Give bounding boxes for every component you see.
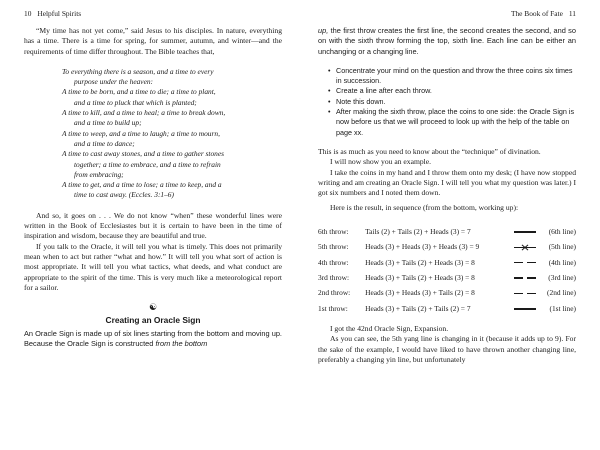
poem-line: and a time to dance; <box>74 138 135 148</box>
left-page-number: 10 <box>24 9 32 18</box>
hexagram-line-cell <box>514 239 543 254</box>
yang-line-icon <box>514 308 536 309</box>
yin-line-icon <box>514 277 536 279</box>
yin-line-icon <box>514 262 536 264</box>
throw-label: 3rd throw: <box>318 272 349 282</box>
hexagram-line-cell <box>514 285 543 300</box>
right-page-header <box>318 9 576 26</box>
left-paragraph-2: And so, it goes on . . . We do not know “when” these wonderful lines were written in the Book of Ecclesiastes but it is certain to have been in the time of inspiration and wisdom, because they are beautiful and true. <box>24 210 282 241</box>
line-name: (4th line) <box>548 257 576 267</box>
throw-coins: Tails (2) + Tails (2) + Heads (3) = 7 <box>365 226 471 236</box>
throw-row <box>318 270 576 285</box>
throw-row <box>318 224 576 239</box>
left-running-head: Helpful Spirits <box>37 9 82 18</box>
right-paragraph-4: I take the coins in my hand and I throw them onto my desk; (I have now stopped writing and am creating an Oracle Sign. I will tell you what my question was later.) I got six numbers and I noted them down. <box>318 167 576 198</box>
poem-line: A time to kill, and a time to heal; a time to break down, <box>62 108 226 118</box>
hexagram-line-cell <box>514 270 543 285</box>
line-name: (3rd line) <box>548 272 576 282</box>
throw-label: 6th throw: <box>318 226 349 236</box>
line-name: (5th line) <box>548 242 576 252</box>
right-paragraph-5: Here is the result, in sequence (from the bottom, working up): <box>330 203 519 213</box>
right-paragraph-2: This is as much as you need to know about the “technique” of divination. <box>318 146 541 156</box>
right-running-head: The Book of Fate <box>510 9 563 18</box>
poem-line: time to cast away. (Eccles. 3:1–6) <box>74 190 174 200</box>
right-page <box>300 0 600 450</box>
emphasis-text: from the bottom <box>155 339 208 349</box>
list-item: • After making the sixth throw, place the coins to one side: the Oracle Sign is now before us that we will proceed to look up with the help of the table on page xx. <box>328 107 576 138</box>
hexagram-line-cell <box>514 255 543 270</box>
throw-label: 2nd throw: <box>318 288 351 298</box>
throw-coins: Heads (3) + Tails (2) + Heads (3) = 8 <box>365 272 475 282</box>
left-paragraph-1: “My time has not yet come,” said Jesus to his disciples. In nature, everything has a time. There is a time for spring, for summer, autumn, and winter—and the requirements of time differ throughout. The Bible teaches that, <box>24 26 282 56</box>
throw-coins: Heads (3) + Heads (3) + Tails (2) = 8 <box>365 288 475 298</box>
changing-yang-line-icon <box>514 243 536 251</box>
poem-line: and a time to build up; <box>74 118 142 128</box>
poem-line: and a time to pluck that which is planted; <box>74 97 197 107</box>
right-paragraph-6: I got the 42nd Oracle Sign, Expansion. <box>330 324 449 334</box>
throw-row <box>318 239 576 254</box>
list-item: • Concentrate your mind on the question and throw the three coins six times in succession. <box>328 66 576 87</box>
throw-label: 4th throw: <box>318 257 349 267</box>
section-title: Creating an Oracle Sign <box>105 315 201 326</box>
left-paragraph-3: If you talk to the Oracle, it will tell you what is timely. This does not primarily mean when to act but rather “what and how.” It will tell you what sort of action is most appropriate. It will tell you what tactics, what deeds, and what conduct are appropriate to the spirit of the time. This is very much like a meteorological report for a sailor. <box>24 241 282 292</box>
list-item: • Create a line after each throw. <box>328 86 576 96</box>
throw-coins: Heads (3) + Tails (2) + Tails (2) = 7 <box>365 303 471 313</box>
line-name: (1st line) <box>549 303 576 313</box>
right-paragraph-3: I will now show you an example. <box>330 157 432 167</box>
throws-table-body <box>318 224 576 316</box>
throws-table <box>318 224 576 316</box>
emphasis-text: up, <box>318 26 329 35</box>
throw-coins: Heads (3) + Tails (2) + Heads (3) = 8 <box>365 257 475 267</box>
poem-line: purpose under the heaven: <box>74 77 154 87</box>
throw-label: 1st throw: <box>318 303 348 313</box>
poem-line: A time to weep, and a time to laugh; a time to mourn, <box>62 128 220 138</box>
ecclesiastes-quote <box>62 67 282 201</box>
line-name: (6th line) <box>548 226 576 236</box>
list-item: • Note this down. <box>328 97 576 107</box>
poem-line: A time to get, and a time to lose; a time to keep, and a <box>62 180 222 190</box>
poem-line: A time to be born, and a time to die; a time to plant, <box>62 87 216 97</box>
hexagram-line-cell <box>514 301 543 316</box>
paragraph-text: the first throw creates the first line, the second creates the second, and so on with the sixth throw forming the top, sixth line. Each line can be either an unchanging or a changing line. <box>318 26 576 56</box>
poem-line: from embracing; <box>74 169 124 179</box>
throw-row <box>318 285 576 300</box>
yang-line-icon <box>514 231 536 232</box>
instruction-list <box>328 66 576 138</box>
line-name: (2nd line) <box>547 288 576 298</box>
paragraph-text: An Oracle Sign is made up of six lines starting from the bottom and moving up. Because the Oracle Sign is constructed <box>24 329 282 349</box>
throw-label: 5th throw: <box>318 242 349 252</box>
left-paragraph-4 <box>24 329 282 350</box>
right-page-number: 11 <box>568 9 576 18</box>
right-paragraph-1 <box>318 26 576 57</box>
left-page-header <box>24 9 282 26</box>
yin-line-icon <box>514 293 536 295</box>
throw-row <box>318 301 576 316</box>
hexagram-line-cell <box>514 224 543 239</box>
throw-row <box>318 255 576 270</box>
throw-coins: Heads (3) + Heads (3) + Heads (3) = 9 <box>365 242 480 252</box>
right-paragraph-7: As you can see, the 5th yang line is changing in it (because it adds up to 9). For the sake of the example, I would have liked to have thrown another changing line, preferably a changing yin line, but unfortunately <box>318 334 576 365</box>
poem-line: To everything there is a season, and a time to every <box>62 66 214 76</box>
poem-line: A time to cast away stones, and a time to gather stones <box>62 149 225 159</box>
poem-line: together; a time to embrace, and a time to refrain <box>74 159 221 169</box>
yin-yang-ornament-icon: ☯ <box>148 302 158 313</box>
